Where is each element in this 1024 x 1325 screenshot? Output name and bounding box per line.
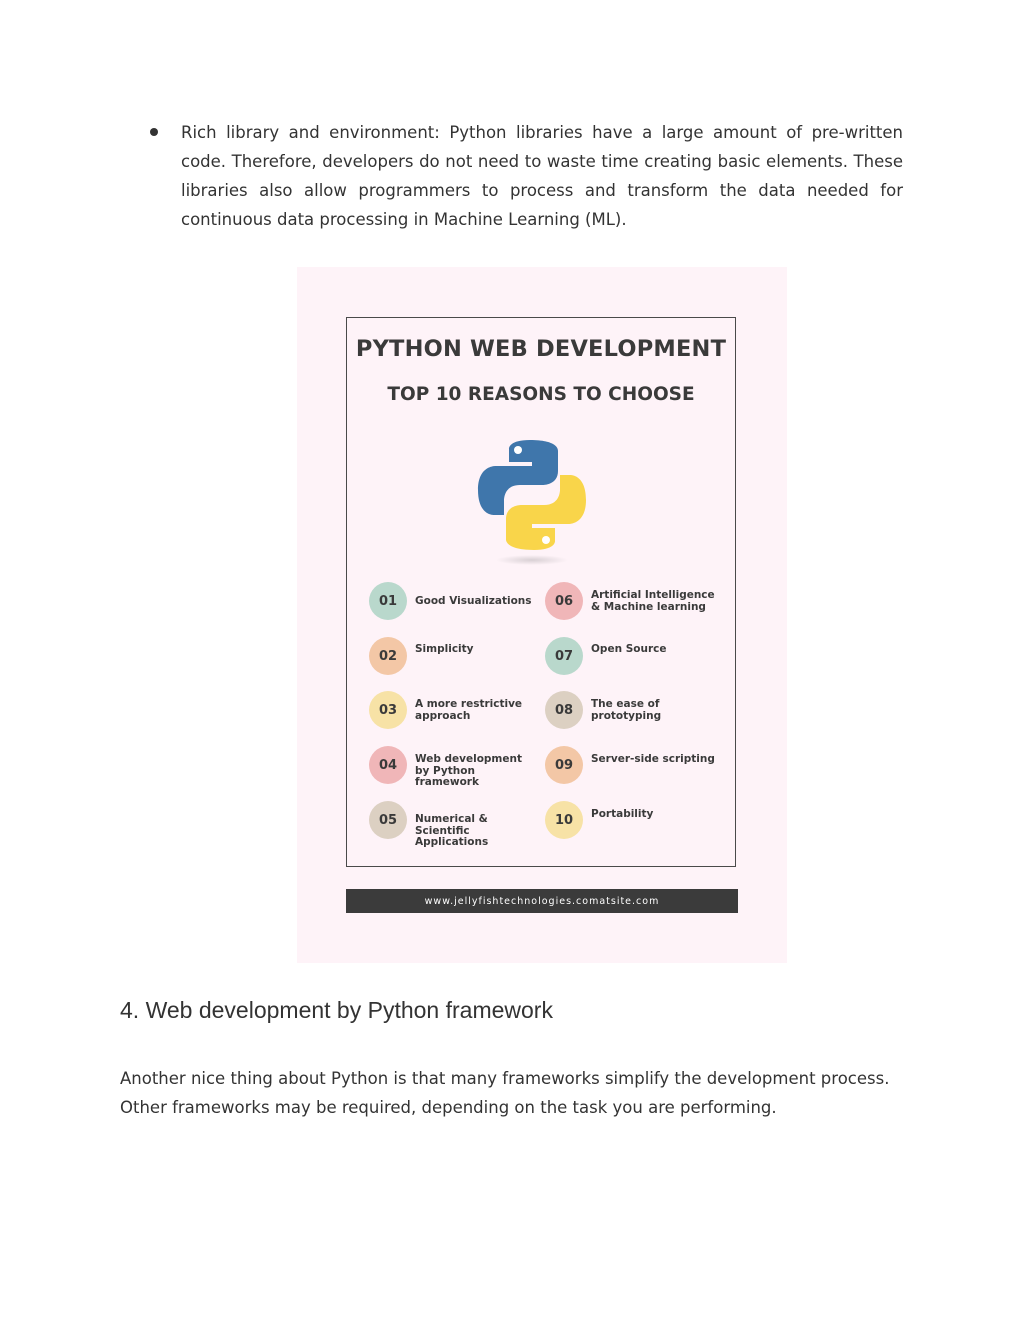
infographic-image [297, 267, 787, 963]
reason-number-badge: 09 [545, 746, 583, 784]
bullet-dot [150, 128, 158, 136]
reason-item [369, 637, 547, 677]
reason-item [369, 746, 547, 786]
reason-item [545, 746, 723, 786]
reason-label: Artificial Intelligence & Machine learning [591, 589, 715, 613]
reason-label: Server-side scripting [591, 753, 715, 765]
reason-number-badge: 04 [369, 746, 407, 784]
section-paragraph: Another nice thing about Python is that many frameworks simplify the development process. Other frameworks may be required, depending on the task you are performing. [120, 1069, 890, 1117]
reason-item [545, 801, 723, 841]
reason-number-badge: 06 [545, 582, 583, 620]
reason-label: A more restrictive approach [415, 698, 523, 722]
infographic-title: PYTHON WEB DEVELOPMENT [355, 336, 727, 362]
reason-number-badge: 01 [369, 582, 407, 620]
reason-number-badge: 10 [545, 801, 583, 839]
section-heading: 4. Web development by Python framework [120, 997, 553, 1023]
reason-label: Web development by Python framework [415, 753, 522, 788]
reason-label: Open Source [591, 643, 667, 655]
reason-label: Numerical & Scientific Applications [415, 813, 489, 848]
reason-label: Portability [591, 808, 654, 820]
reason-item [369, 582, 547, 622]
reason-number-badge: 07 [545, 637, 583, 675]
reason-number-badge: 05 [369, 801, 407, 839]
reason-item [369, 691, 547, 731]
reason-label: The ease of prototyping [591, 698, 662, 722]
bullet-text: Rich library and environment: Python libraries have a large amount of pre-written code. Therefore, developers do not need to waste time creating basic elements. These libraries also allow programmers to process and transform the data needed for continuous data processing in Machine Learning (ML). [181, 123, 903, 229]
reason-number-badge: 08 [545, 691, 583, 729]
reason-item [545, 582, 723, 622]
bullet-item [150, 118, 903, 234]
infographic-subtitle: TOP 10 REASONS TO CHOOSE [387, 384, 695, 405]
python-logo-icon [472, 430, 592, 570]
reason-number-badge: 03 [369, 691, 407, 729]
reason-item [545, 637, 723, 677]
reason-number-badge: 02 [369, 637, 407, 675]
infographic-footer-url: www.jellyfishtechnologies.comatsite.com [346, 889, 738, 913]
infographic-card [346, 317, 736, 867]
reason-label: Simplicity [415, 643, 474, 655]
reason-item [369, 801, 547, 848]
reason-label: Good Visualizations [415, 595, 532, 607]
reason-item [545, 691, 723, 731]
